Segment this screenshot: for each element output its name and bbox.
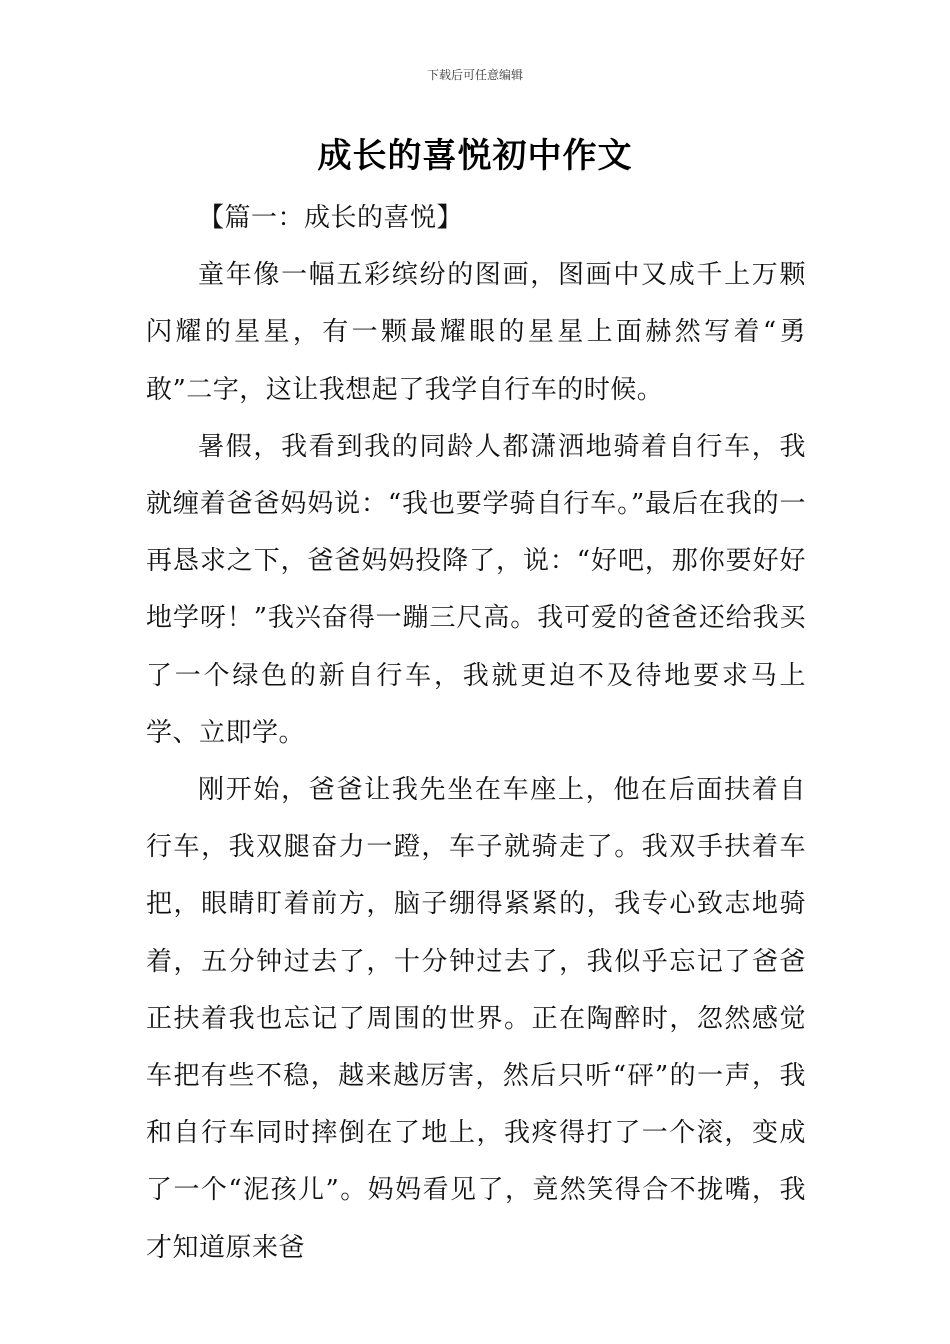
section-heading: 【篇一：成长的喜悦】 bbox=[198, 203, 464, 233]
document-body bbox=[146, 190, 806, 1277]
paragraph-3: 刚开始，爸爸让我先坐在车座上，他在后面扶着自行车，我双腿奋力一蹬，车子就骑走了。我双手扶着车把，眼睛盯着前方，脑子绷得紧紧的，我专心致志地骑着，五分钟过去了，十分钟过去了，我似乎忘记了爸爸正扶着我也忘记了周围的世界。正在陶醉时，忽然感觉车把有些不稳，越来越厉害，然后只听“砰”的一声，我和自行车同时摔倒在了地上，我疼得打了一个滚，变成了一个“泥孩儿”。妈妈看见了，竟然笑得合不拢嘴，我才知道原来爸 bbox=[146, 775, 806, 1263]
paragraph-2: 暑假，我看到我的同龄人都潇洒地骑着自行车，我就缠着爸爸妈妈说：“我也要学骑自行车。”最后在我的一再恳求之下，爸爸妈妈投降了，说：“好吧，那你要好好地学呀！”我兴奋得一蹦三尺高。我可爱的爸爸还给我买了一个绿色的新自行车，我就更迫不及待地要求马上学、立即学。 bbox=[146, 431, 806, 748]
document-title: 成长的喜悦初中作文 bbox=[317, 136, 633, 176]
paragraph-1: 童年像一幅五彩缤纷的图画，图画中又成千上万颗闪耀的星星，有一颗最耀眼的星星上面赫然写着“勇敢”二字，这让我想起了我学自行车的时候。 bbox=[146, 260, 806, 405]
page-header-note: 下载后可任意编辑 bbox=[426, 68, 523, 82]
